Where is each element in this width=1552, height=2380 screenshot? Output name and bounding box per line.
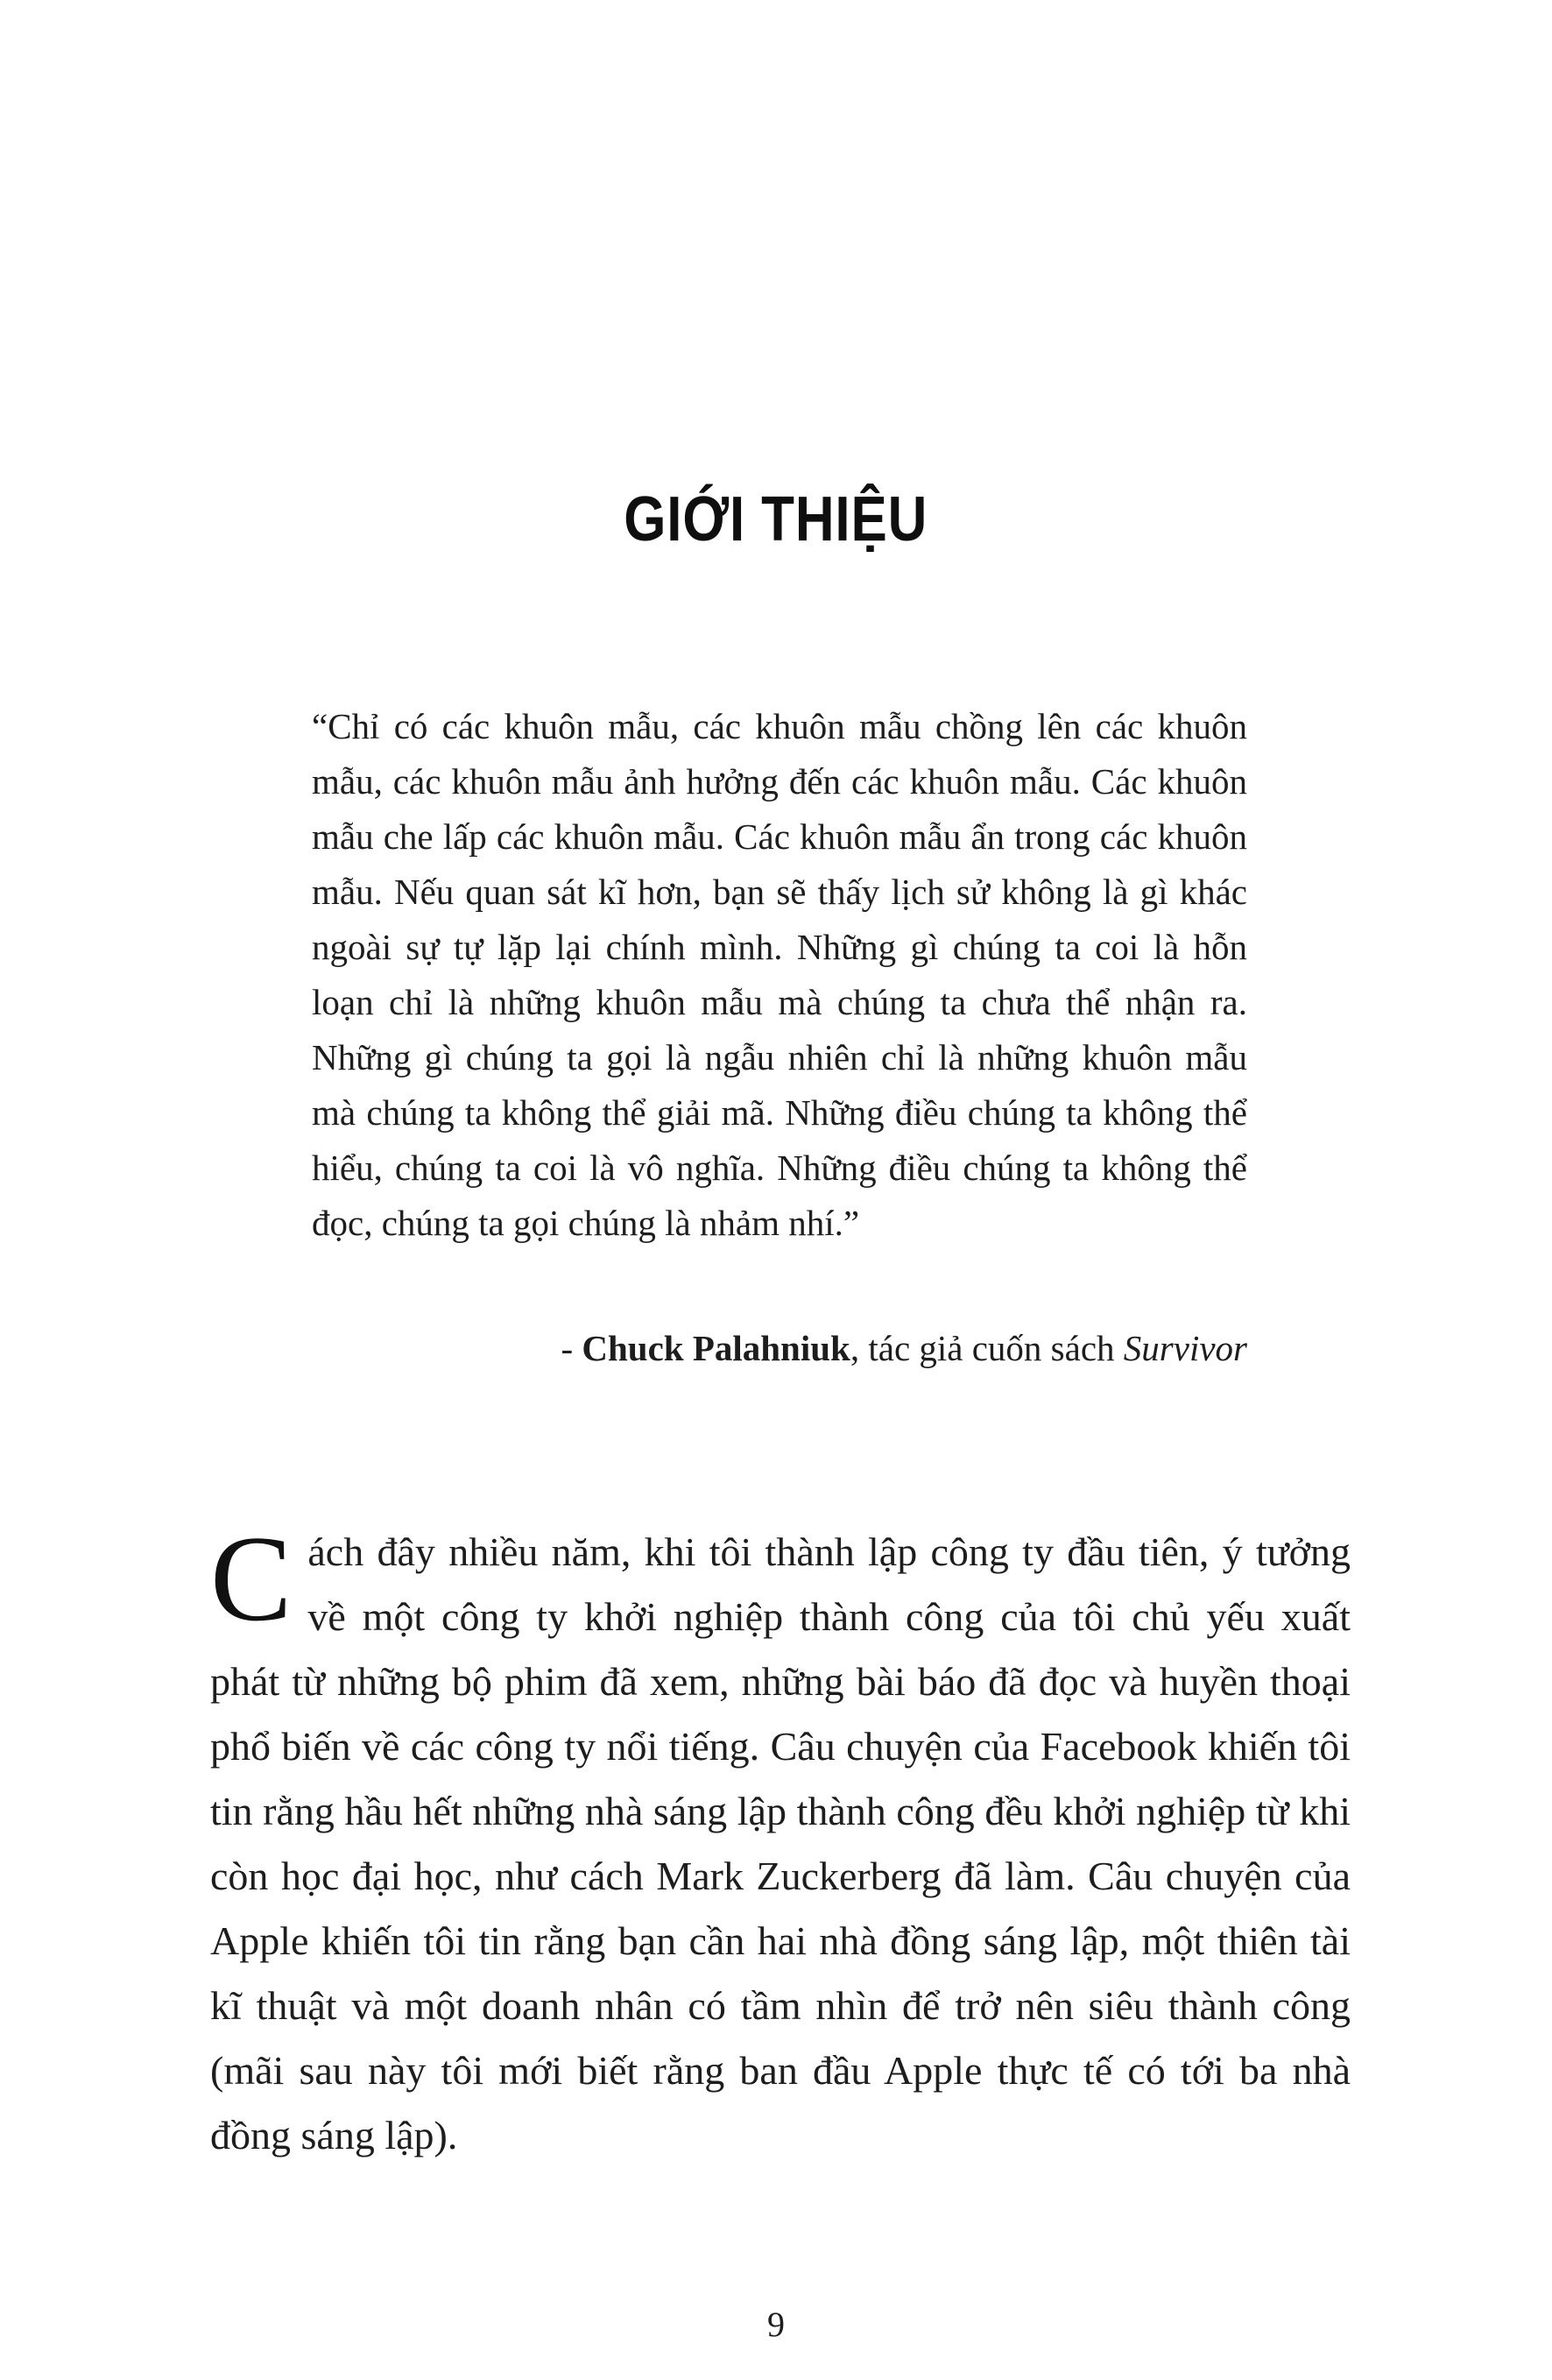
dropcap-letter: C [210,1511,293,1647]
quote-attribution [312,1321,1247,1376]
page-title-text: GIỚI THIỆU [624,484,928,554]
epigraph-quote: “Chỉ có các khuôn mẫu, các khuôn mẫu chồng lên các khuôn mẫu, các khuôn mẫu ảnh hưởng đến các khuôn mẫu. Các khuôn mẫu che lấp các khuôn mẫu. Các khuôn mẫu ẩn trong các khuôn mẫu. Nếu quan sát kĩ hơn, bạn sẽ thấy lịch sử không là gì khác ngoài sự tự lặp lại chính mình. Những gì chúng ta coi là hỗn loạn chỉ là những khuôn mẫu mà chúng ta chưa thể nhận ra. Những gì chúng ta gọi là ngẫu nhiên chỉ là những khuôn mẫu mà chúng ta không thể giải mã. Những điều chúng ta không thể hiểu, chúng ta coi là vô nghĩa. Những điều chúng ta không thể đọc, chúng ta gọi chúng là nhảm nhí.” [312,706,1247,1243]
page-title [0,484,1552,555]
body-text: ách đây nhiều năm, khi tôi thành lập công ty đầu tiên, ý tưởng về một công ty khởi nghiệp thành công của tôi chủ yếu xuất phát từ những bộ phim đã xem, những bài báo đã đọc và huyền thoại phổ biến về các công ty nổi tiếng. Câu chuyện của Facebook khiến tôi tin rằng hầu hết những nhà sáng lập thành công đều khởi nghiệp từ khi còn học đại học, như cách Mark Zuckerberg đã làm. Câu chuyện của Apple khiến tôi tin rằng bạn cần hai nhà đồng sáng lập, một thiên tài kĩ thuật và một doanh nhân có tầm nhìn để trở nên siêu thành công (mãi sau này tôi mới biết rằng ban đầu Apple thực tế có tới ba nhà đồng sáng lập). [210,1529,1351,2158]
body-paragraph [210,1511,1351,2168]
quote-book-title: Survivor [1123,1328,1247,1368]
attribution-middle: , tác giả cuốn sách [850,1328,1124,1368]
page-number: 9 [767,2305,785,2344]
quote-author: Chuck Palahniuk [582,1328,850,1368]
attribution-dash: - [561,1328,582,1368]
